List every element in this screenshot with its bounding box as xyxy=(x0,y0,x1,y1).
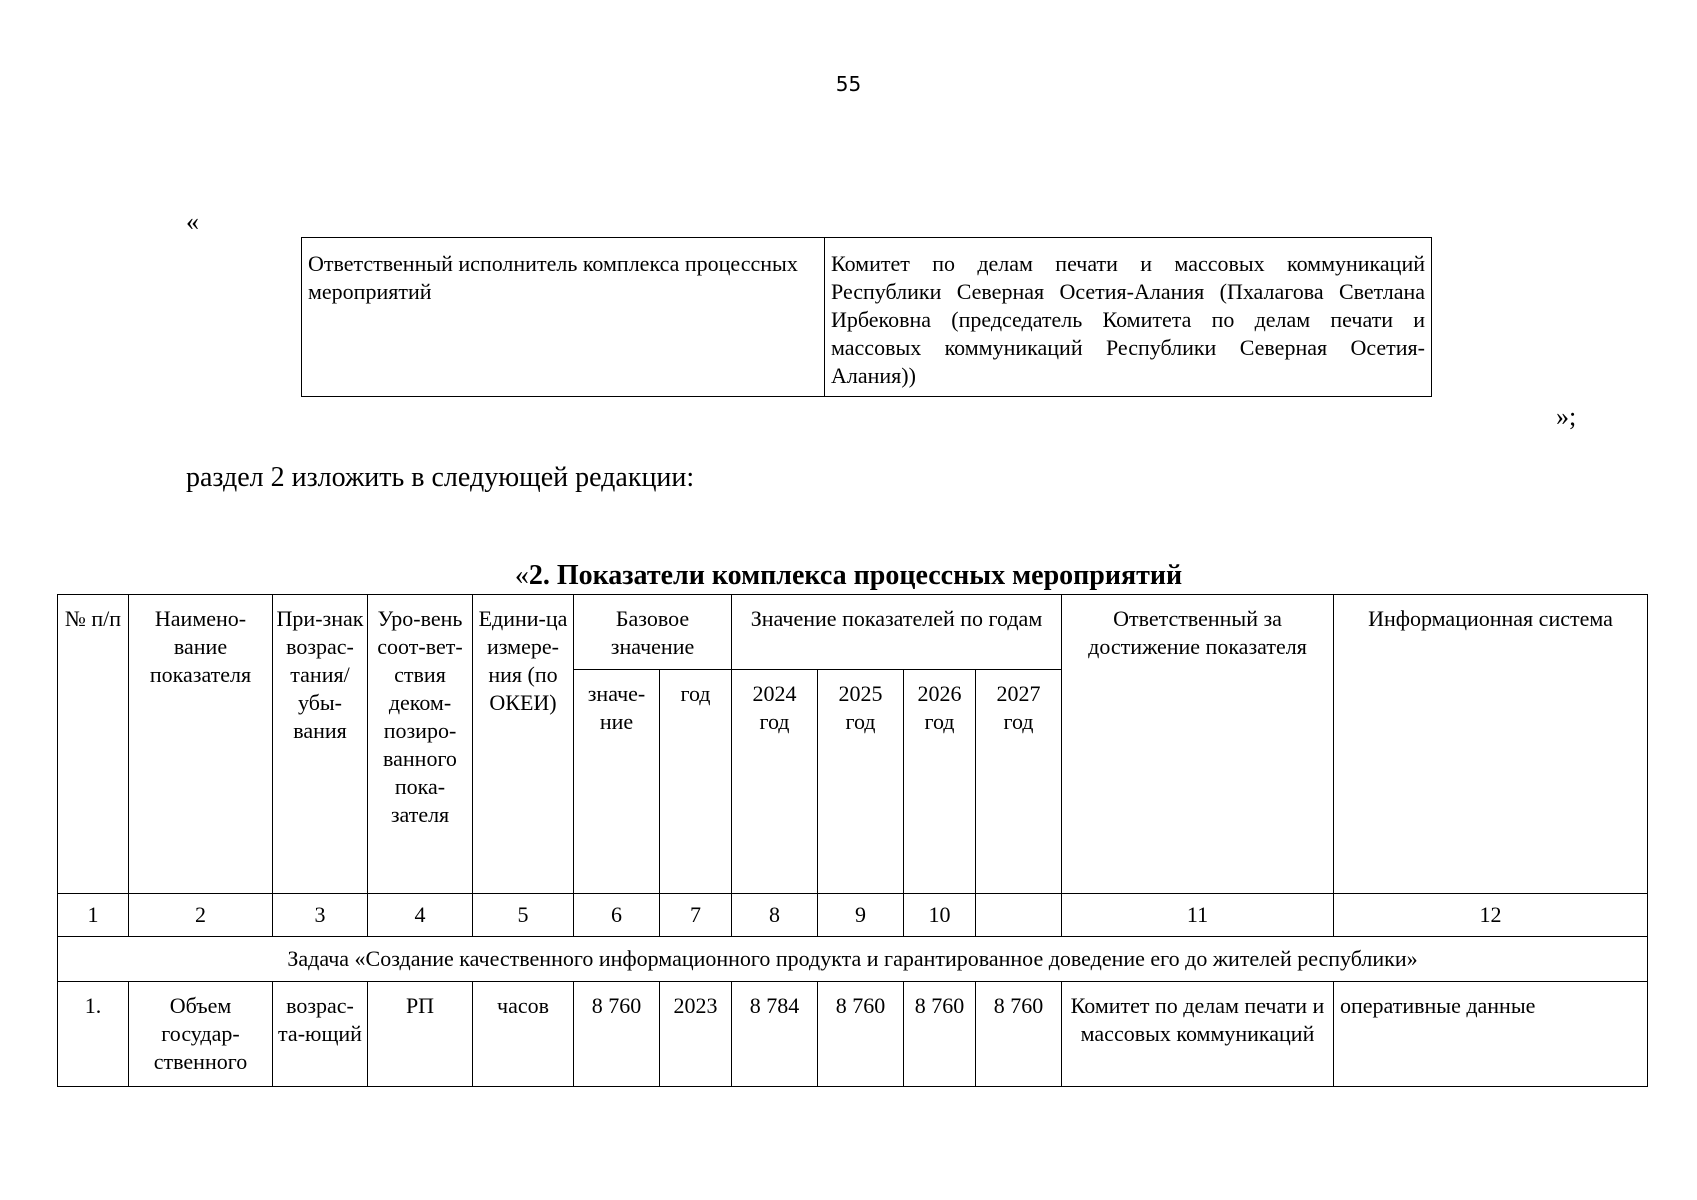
header-base-year: год xyxy=(660,670,732,894)
row-level: РП xyxy=(368,982,473,1087)
column-number: 5 xyxy=(473,894,574,937)
header-year-2025: 2025 год xyxy=(818,670,904,894)
title-text: 2. Показатели комплекса процессных мероприятий xyxy=(528,560,1183,591)
table-row xyxy=(58,982,1648,1087)
row-num: 1. xyxy=(58,982,129,1087)
header-year-2026: 2026 год xyxy=(904,670,976,894)
indicators-table xyxy=(57,594,1648,1087)
indicators-table-title xyxy=(0,560,1697,592)
row-base-value: 8 760 xyxy=(574,982,660,1087)
header-info-system: Информационная система xyxy=(1334,595,1648,894)
task-text: Задача «Создание качественного информационного продукта и гарантированное доведение его до жителей республики» xyxy=(58,937,1648,982)
header-values-by-year: Значение показателей по годам xyxy=(732,595,1062,670)
header-base-value: значе-ние xyxy=(574,670,660,894)
header-name: Наимено-вание показателя xyxy=(129,595,273,894)
row-name: Объем государ-ственного xyxy=(129,982,273,1087)
header-unit: Едини-ца измере-ния (по ОКЕИ) xyxy=(473,595,574,894)
row-unit: часов xyxy=(473,982,574,1087)
column-number: 3 xyxy=(273,894,368,937)
column-number: 6 xyxy=(574,894,660,937)
column-number: 4 xyxy=(368,894,473,937)
task-row xyxy=(58,937,1648,982)
row-sign: возрас-та-ющий xyxy=(273,982,368,1087)
row-value-2025: 8 760 xyxy=(818,982,904,1087)
column-number: 1 xyxy=(58,894,129,937)
column-numbers-row xyxy=(58,894,1648,937)
header-row-1 xyxy=(58,595,1648,670)
responsible-executor-table xyxy=(301,237,1432,397)
row-responsible: Комитет по делам печати и массовых коммуникаций xyxy=(1062,982,1334,1087)
row-value-2026: 8 760 xyxy=(904,982,976,1087)
column-number xyxy=(976,894,1062,937)
row-info-system: оперативные данные xyxy=(1334,982,1648,1087)
header-sign: При-знак возрас-тания/ убы-вания xyxy=(273,595,368,894)
column-number: 7 xyxy=(660,894,732,937)
header-year-2024: 2024 год xyxy=(732,670,818,894)
header-year-2027: 2027 год xyxy=(976,670,1062,894)
responsible-executor-value: Комитет по делам печати и массовых коммуникаций Республики Северная Осетия-Алания (Пхалагова Светлана Ирбековна (председатель Комитета по делам печати и массовых коммуникаций Республики Северная Осетия-Алания)) xyxy=(825,238,1432,397)
responsible-executor-label: Ответственный исполнитель комплекса процессных мероприятий xyxy=(302,238,825,397)
row-base-year: 2023 xyxy=(660,982,732,1087)
column-number: 12 xyxy=(1334,894,1648,937)
page-number: 55 xyxy=(835,72,862,96)
header-responsible: Ответственный за достижение показателя xyxy=(1062,595,1334,894)
title-quote: « xyxy=(514,560,529,591)
closing-quote: »; xyxy=(1556,402,1577,431)
column-number: 10 xyxy=(904,894,976,937)
column-number: 2 xyxy=(129,894,273,937)
column-number: 9 xyxy=(818,894,904,937)
row-value-2027: 8 760 xyxy=(976,982,1062,1087)
header-num: № п/п xyxy=(58,595,129,894)
opening-quote: « xyxy=(186,207,199,236)
header-base: Базовое значение xyxy=(574,595,732,670)
column-number: 8 xyxy=(732,894,818,937)
header-level: Уро-вень соот-вет-ствия деком-позиро-ванного пока-зателя xyxy=(368,595,473,894)
column-number: 11 xyxy=(1062,894,1334,937)
row-value-2024: 8 784 xyxy=(732,982,818,1087)
responsible-executor-row xyxy=(302,238,1432,397)
section-instruction: раздел 2 изложить в следующей редакции: xyxy=(186,462,695,493)
